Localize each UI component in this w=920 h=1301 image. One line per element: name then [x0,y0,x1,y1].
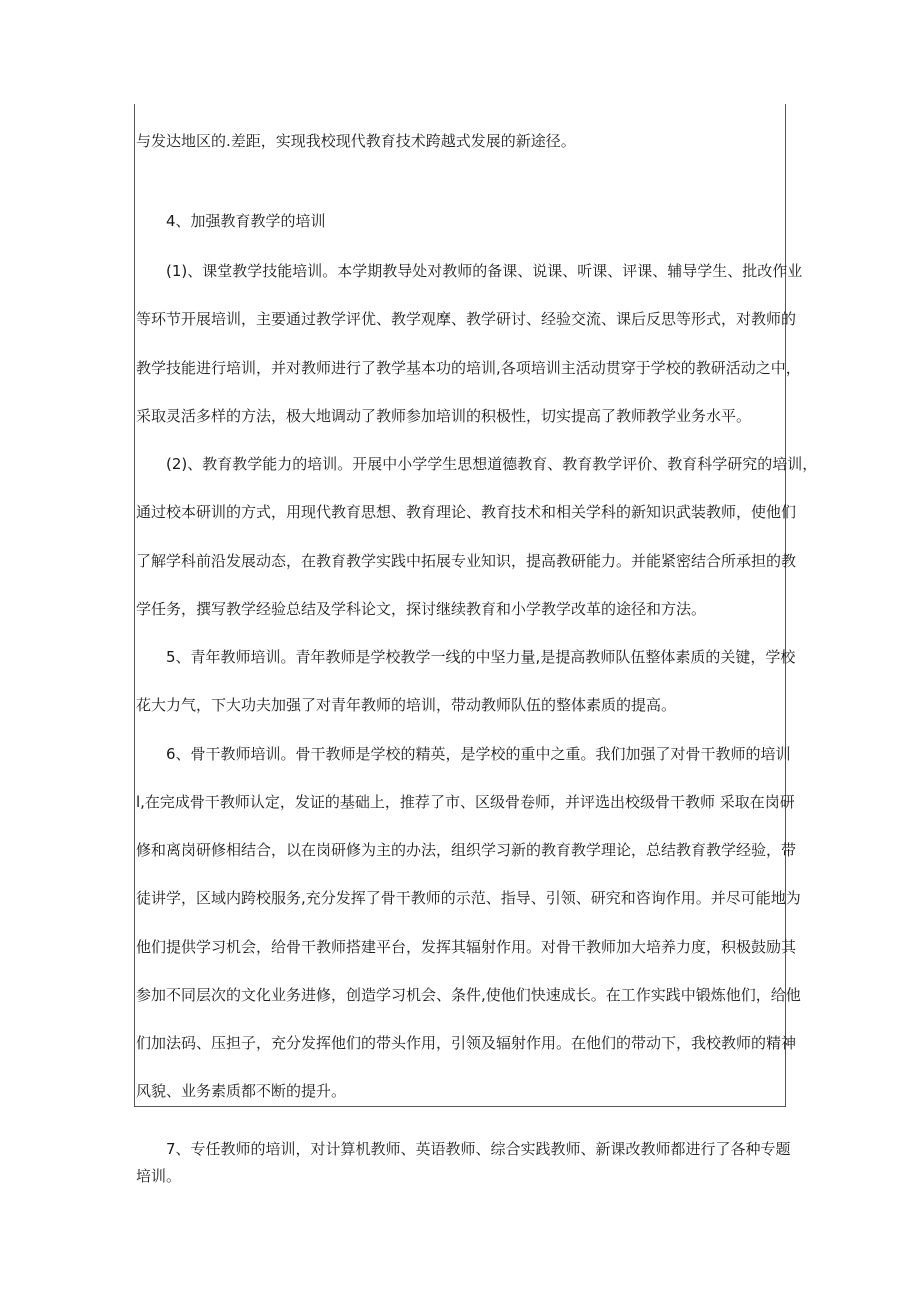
text-line: 他们提供学习机会，给骨干教师搭建平台，发挥其辐射作用。对骨干教师加大培养力度，积极鼓励其 [136,938,797,956]
text-line: 与发达地区的.差距，实现我校现代教育技术跨越式发展的新途径。 [136,132,576,150]
text-line: 徒讲学，区域内跨校服务,充分发挥了骨干教师的示范、指导、引领、研究和咨询作用。并尽可能地为 [136,889,801,907]
text-line: 教学技能进行培训，并对教师进行了教学基本功的培训,各项培训主活动贯穿于学校的教研活动之中， [136,359,801,377]
text-line: 们加法码、压担子，充分发挥他们的带头作用，引领及辐射作用。在他们的带动下，我校教师的精神 [136,1034,797,1052]
text-line: (2)、教育教学能力的培训。开展中小学学生思想道德教育、教育教学评价、教育科学研究的培训， [166,455,818,473]
text-line: 6、骨干教师培训。骨干教师是学校的精英，是学校的重中之重。我们加强了对骨干教师的培训 [166,745,791,763]
text-line: 采取灵活多样的方法，极大地调动了教师参加培训的积极性，切实提高了教师教学业务水平。 [136,407,752,425]
text-line: 花大力气，下大功夫加强了对青年教师的培训，带动教师队伍的整体素质的提高。 [136,696,677,714]
text-line: 等环节开展培训，主要通过教学评优、教学观摩、教学研讨、经验交流、课后反思等形式，对教师的 [136,310,797,328]
text-line: 7、专任教师的培训，对计算机教师、英语教师、综合实践教师、新课改教师都进行了各种专题 [166,1140,791,1158]
text-line: 了解学科前沿发展动态，在教育教学实践中拓展专业知识，提高教研能力。并能紧密结合所承担的教 [136,552,797,570]
text-line: 参加不同层次的文化业务进修，创造学习机会、条件,使他们快速成长。在工作实践中锻炼他们，给他 [136,986,801,1004]
section-heading: 4、加强教育教学的培训 [166,212,326,230]
text-line: (1)、课堂教学技能培训。本学期教导处对教师的备课、说课、听课、评课、辅导学生、批改作业 [166,262,803,280]
text-line: 学任务，撰写教学经验总结及学科论文，探讨继续教育和小学教学改革的途径和方法。 [136,600,707,618]
text-line: 通过校本研训的方式，用现代教育思想、教育理论、教育技术和相关学科的新知识武装教师，使他们 [136,503,797,521]
text-line: 5、青年教师培训。青年教师是学校教学一线的中坚力量,是提高教师队伍整体素质的关键，学校 [166,648,796,666]
text-line: l,在完成骨干教师认定，发证的基础上，推荐了市、区级骨卷师，并评选出校级骨干教师 采取在岗研 [136,793,795,811]
text-line: 风貌、业务素质都不断的提升。 [136,1082,347,1100]
text-line: 修和离岗研修相结合，以在岗研修为主的办法，组织学习新的教育教学理论，总结教育教学经验，带 [136,841,797,859]
text-line: 培训。 [136,1167,182,1185]
